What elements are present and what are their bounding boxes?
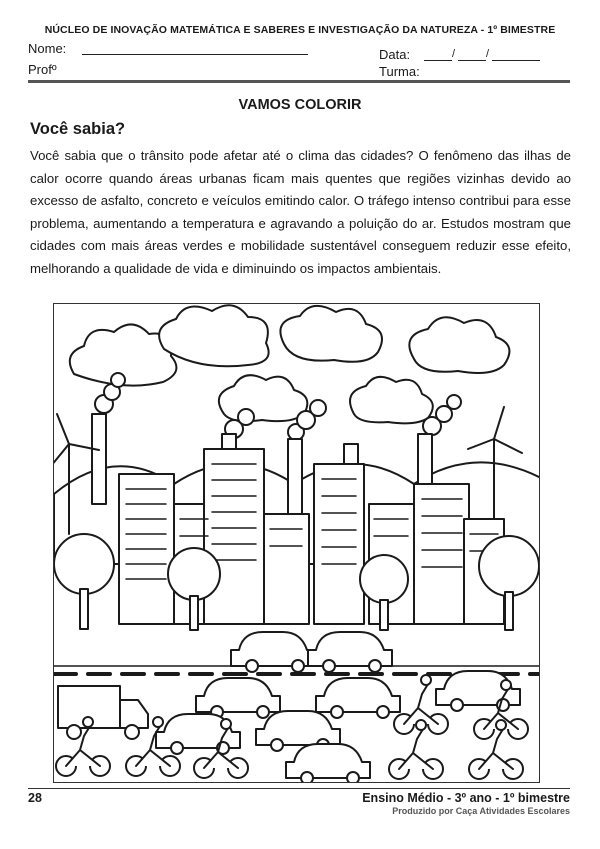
nome-field[interactable] — [82, 54, 308, 55]
nome-label: Nome: — [28, 41, 67, 56]
coloring-illustration — [53, 303, 540, 783]
cloud-icon — [159, 305, 269, 366]
car-icon — [196, 678, 280, 718]
tree-icon — [54, 534, 114, 629]
prof-label: Profº — [28, 62, 57, 77]
activity-subtitle: Você sabia? — [30, 120, 126, 138]
header-divider — [28, 80, 570, 83]
header-title: NÚCLEO DE INOVAÇÃO MATEMÁTICA E SABERES E INVESTIGAÇÃO DA NATUREZA - 1º BIMESTRE — [44, 24, 556, 36]
cloud-icon — [280, 306, 382, 362]
cloud-icon — [219, 375, 307, 421]
date-slash-1: / — [452, 48, 456, 60]
date-day-field[interactable] — [424, 60, 452, 61]
turma-label: Turma: — [379, 64, 420, 79]
truck-icon — [58, 686, 148, 739]
activity-paragraph: Você sabia que o trânsito pode afetar até o clima das cidades? O fenômeno das ilhas de calor ocorre quando áreas urbanas ficam mais quentes que regiões vizinhas devido ao excesso de asfalto, concreto e veículos emitindo calor. O tráfego intenso contribui para esse problema, aumentando a temperatura e agravando a poluição do ar. Estudos mostram que cidades com mais áreas verdes e mobilidade sustentável conseguem reduzir esse efeito, melhorando a qualidade de vida e diminuindo os impactos ambientais. — [30, 148, 571, 276]
page-number: 28 — [28, 791, 42, 805]
footer-grade: Ensino Médio - 3º ano - 1º bimestre — [362, 791, 570, 805]
date-month-field[interactable] — [458, 60, 486, 61]
activity-title: VAMOS COLORIR — [238, 97, 362, 113]
car-icon — [316, 678, 400, 718]
car-icon — [308, 632, 392, 672]
car-icon — [231, 632, 315, 672]
footer-credit: Produzido por Caça Atividades Escolares — [392, 806, 570, 816]
car-icon — [286, 744, 370, 783]
footer-divider — [28, 788, 570, 789]
cloud-icon — [350, 377, 433, 423]
data-label: Data: — [379, 47, 411, 62]
date-year-field[interactable] — [492, 60, 540, 61]
date-slash-2: / — [486, 48, 490, 60]
cloud-icon — [409, 317, 509, 373]
